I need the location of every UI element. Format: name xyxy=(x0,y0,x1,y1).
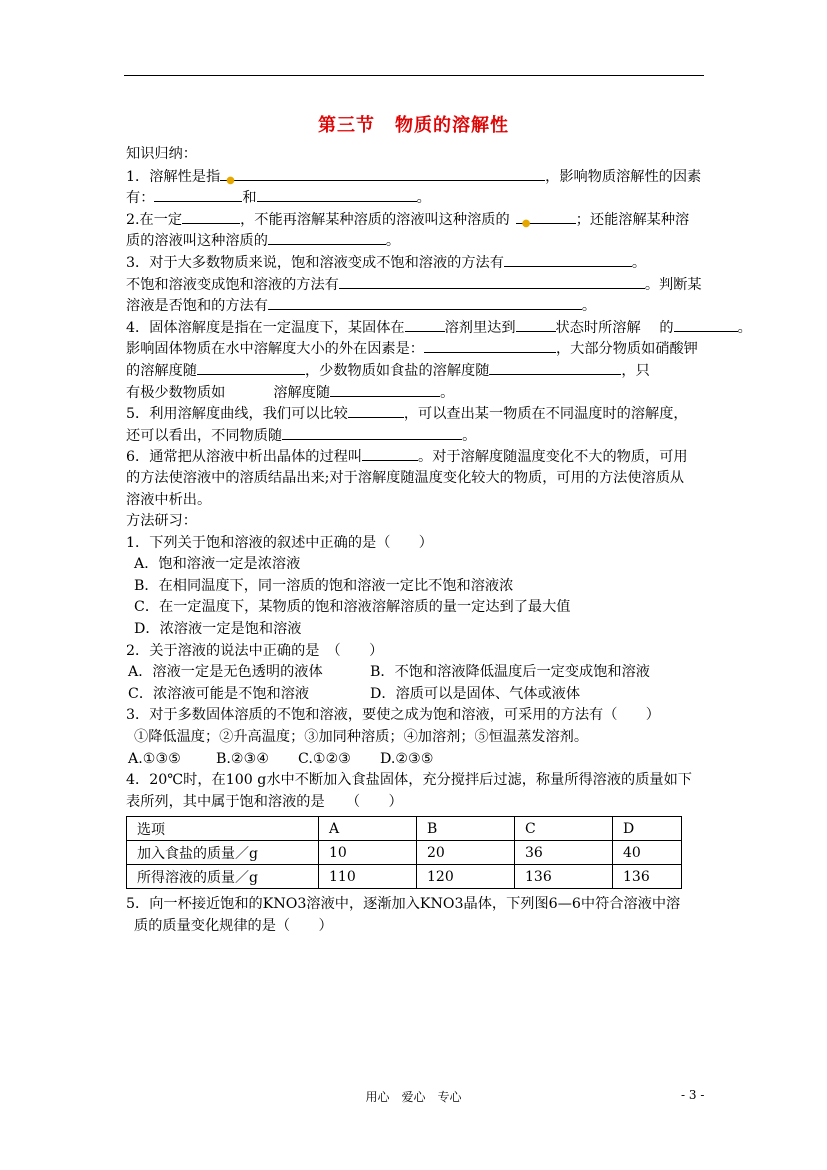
knowledge-item-2-cont: 质的溶液叫这种溶质的 。 xyxy=(126,230,746,252)
fill-blank[interactable] xyxy=(339,274,645,289)
question-2-option-c: C．浓溶液可能是不饱和溶液 xyxy=(128,685,310,702)
table-cell: 36 xyxy=(515,841,613,865)
fill-blank[interactable] xyxy=(424,338,556,353)
fill-blank[interactable] xyxy=(348,403,404,418)
table-header-cell: D xyxy=(613,817,682,841)
knowledge-item-6-cont2: 溶液中析出。 xyxy=(126,491,212,508)
fill-blank[interactable] xyxy=(405,317,445,332)
knowledge-item-6: 6．通常把从溶液中析出晶体的过程叫 。对于溶解度随温度变化不大的物质，可用 xyxy=(126,446,746,468)
page-number: - 3 - xyxy=(681,1088,705,1102)
question-3-option-c: C.①②③ xyxy=(298,750,352,767)
footer-motto: 用心 爱心 专心 xyxy=(365,1090,462,1104)
question-1-option-a: A．饱和溶液一定是浓溶液 xyxy=(134,556,301,573)
fill-blank[interactable] xyxy=(516,317,556,332)
knowledge-item-3-cont2: 溶液是否饱和的方法有 。 xyxy=(126,295,746,317)
question-2-option-d: D．溶质可以是固体、气体或液体 xyxy=(370,685,581,702)
question-3-option-b: B.②③④ xyxy=(216,750,270,767)
table-header-cell: C xyxy=(515,817,613,841)
question-2: 2．关于溶液的说法中正确的是 （ ） xyxy=(126,642,384,659)
knowledge-item-3: 3．对于大多数物质来说，饱和溶液变成不饱和溶液的方法有 。 xyxy=(126,252,746,274)
fill-blank[interactable] xyxy=(489,360,621,375)
question-3-options xyxy=(126,749,746,771)
title-section: 第三节 xyxy=(318,115,375,136)
body-text xyxy=(126,144,752,813)
question-2-options-ab xyxy=(126,662,746,684)
section-heading-knowledge: 知识归纳： xyxy=(126,146,197,162)
knowledge-item-1: 1．溶解性是指 ● ，影响物质溶解性的因素 xyxy=(126,166,746,188)
table-header-cell: A xyxy=(319,817,417,841)
question-5-cont: 质的质量变化规律的是（ ） xyxy=(134,917,333,934)
table-cell: 10 xyxy=(319,841,417,865)
knowledge-item-3-cont: 不饱和溶液变成饱和溶液的方法有 。判断某 xyxy=(126,274,746,296)
knowledge-item-4-cont2: 的溶解度随 ，少数物质如食盐的溶解度随 ，只 xyxy=(126,360,746,382)
knowledge-item-5-cont: 还可以看出，不同物质随 。 xyxy=(126,425,746,447)
fill-blank[interactable] xyxy=(504,252,632,267)
question-3-option-d: D.②③⑤ xyxy=(380,750,434,767)
question-1-option-c: C．在一定温度下，某物质的饱和溶液溶解溶质的量一定达到了最大值 xyxy=(134,599,571,616)
question-4-cont: 表所列，其中属于饱和溶液的是 （ ） xyxy=(126,793,403,810)
knowledge-item-5: 5．利用溶解度曲线，我们可以比较 ，可以查出某一物质在不同温度时的溶解度， xyxy=(126,403,746,425)
fill-blank[interactable] xyxy=(268,295,582,310)
fill-blank[interactable] xyxy=(330,382,440,397)
section-heading-method: 方法研习： xyxy=(126,513,197,530)
question-5: 5．向一杯接近饱和的KNO3溶液中，逐渐加入KNO3晶体，下列图6—6中符合溶液中溶 xyxy=(126,896,681,912)
table-cell: 所得溶液的质量／g xyxy=(127,865,319,889)
question-4: 4．20℃时，在100 g水中不断加入食盐固体，充分搅拌后过滤，称量所得溶液的质量如下 xyxy=(126,772,692,789)
fill-blank[interactable]: ● xyxy=(220,166,545,181)
question-2-option-a: A．溶液一定是无色透明的液体 xyxy=(128,664,323,681)
question-2-option-b: B．不饱和溶液降低温度后一定变成饱和溶液 xyxy=(370,664,650,681)
salt-solution-table xyxy=(126,816,682,889)
fill-blank[interactable] xyxy=(182,209,240,224)
fill-blank[interactable] xyxy=(197,360,305,375)
fill-blank[interactable] xyxy=(282,425,462,440)
table-row xyxy=(127,865,682,889)
table-row xyxy=(127,841,682,865)
question-1-option-d: D．浓溶液一定是饱和溶液 xyxy=(134,621,302,638)
table-cell: 136 xyxy=(613,865,682,889)
fill-blank[interactable] xyxy=(154,187,242,202)
question-3: 3．对于多数固体溶质的不饱和溶液，要使之成为饱和溶液，可采用的方法有（ ） xyxy=(126,707,660,724)
fill-blank[interactable] xyxy=(225,382,273,397)
knowledge-item-4-cont3: 有极少数物质如 溶解度随 。 xyxy=(126,382,746,404)
knowledge-item-2: 2.在一定 ，不能再溶解某种溶质的溶液叫这种溶质的 ● ；还能溶解某种溶 xyxy=(126,209,746,231)
question-1: 1．下列关于饱和溶液的叙述中正确的是（ ） xyxy=(126,534,433,551)
table-cell: 136 xyxy=(515,865,613,889)
fill-blank[interactable] xyxy=(257,187,417,202)
fill-blank[interactable] xyxy=(362,446,418,461)
table-cell: 加入食盐的质量／g xyxy=(127,841,319,865)
question-3-stem: ①降低温度；②升高温度；③加同种溶质；④加溶剂；⑤恒温蒸发溶剂。 xyxy=(134,729,589,746)
knowledge-item-1-cont: 有： 和 。 xyxy=(126,187,746,209)
question-5-block xyxy=(126,894,746,937)
question-1-option-b: B．在相同温度下，同一溶质的饱和溶液一定比不饱和溶液浓 xyxy=(134,577,514,594)
knowledge-item-4: 4．固体溶解度是指在一定温度下，某固体在 溶剂里达到 状态时所溶解 的 。 xyxy=(126,317,746,339)
table-cell: 120 xyxy=(417,865,515,889)
fill-blank[interactable]: ● xyxy=(516,209,576,224)
table-header-cell: B xyxy=(417,817,515,841)
table-cell: 20 xyxy=(417,841,515,865)
table-cell: 110 xyxy=(319,865,417,889)
question-3-option-a: A.①③⑤ xyxy=(128,750,181,767)
fill-blank[interactable] xyxy=(674,317,738,332)
table-header-row xyxy=(127,817,682,841)
knowledge-item-4-cont: 影响固体物质在水中溶解度大小的外在因素是： ，大部分物质如硝酸钾 xyxy=(126,338,746,360)
fill-blank[interactable] xyxy=(268,230,386,245)
page-title xyxy=(0,111,827,137)
table-cell: 40 xyxy=(613,841,682,865)
question-2-options-cd xyxy=(126,684,746,706)
header-rule xyxy=(124,75,704,76)
table-header-cell: 选项 xyxy=(127,817,319,841)
knowledge-item-6-cont: 的方法使溶液中的溶质结晶出来;对于溶解度随温度变化较大的物质，可用的方法使溶质从 xyxy=(126,469,685,486)
title-topic: 物质的溶解性 xyxy=(395,115,509,136)
